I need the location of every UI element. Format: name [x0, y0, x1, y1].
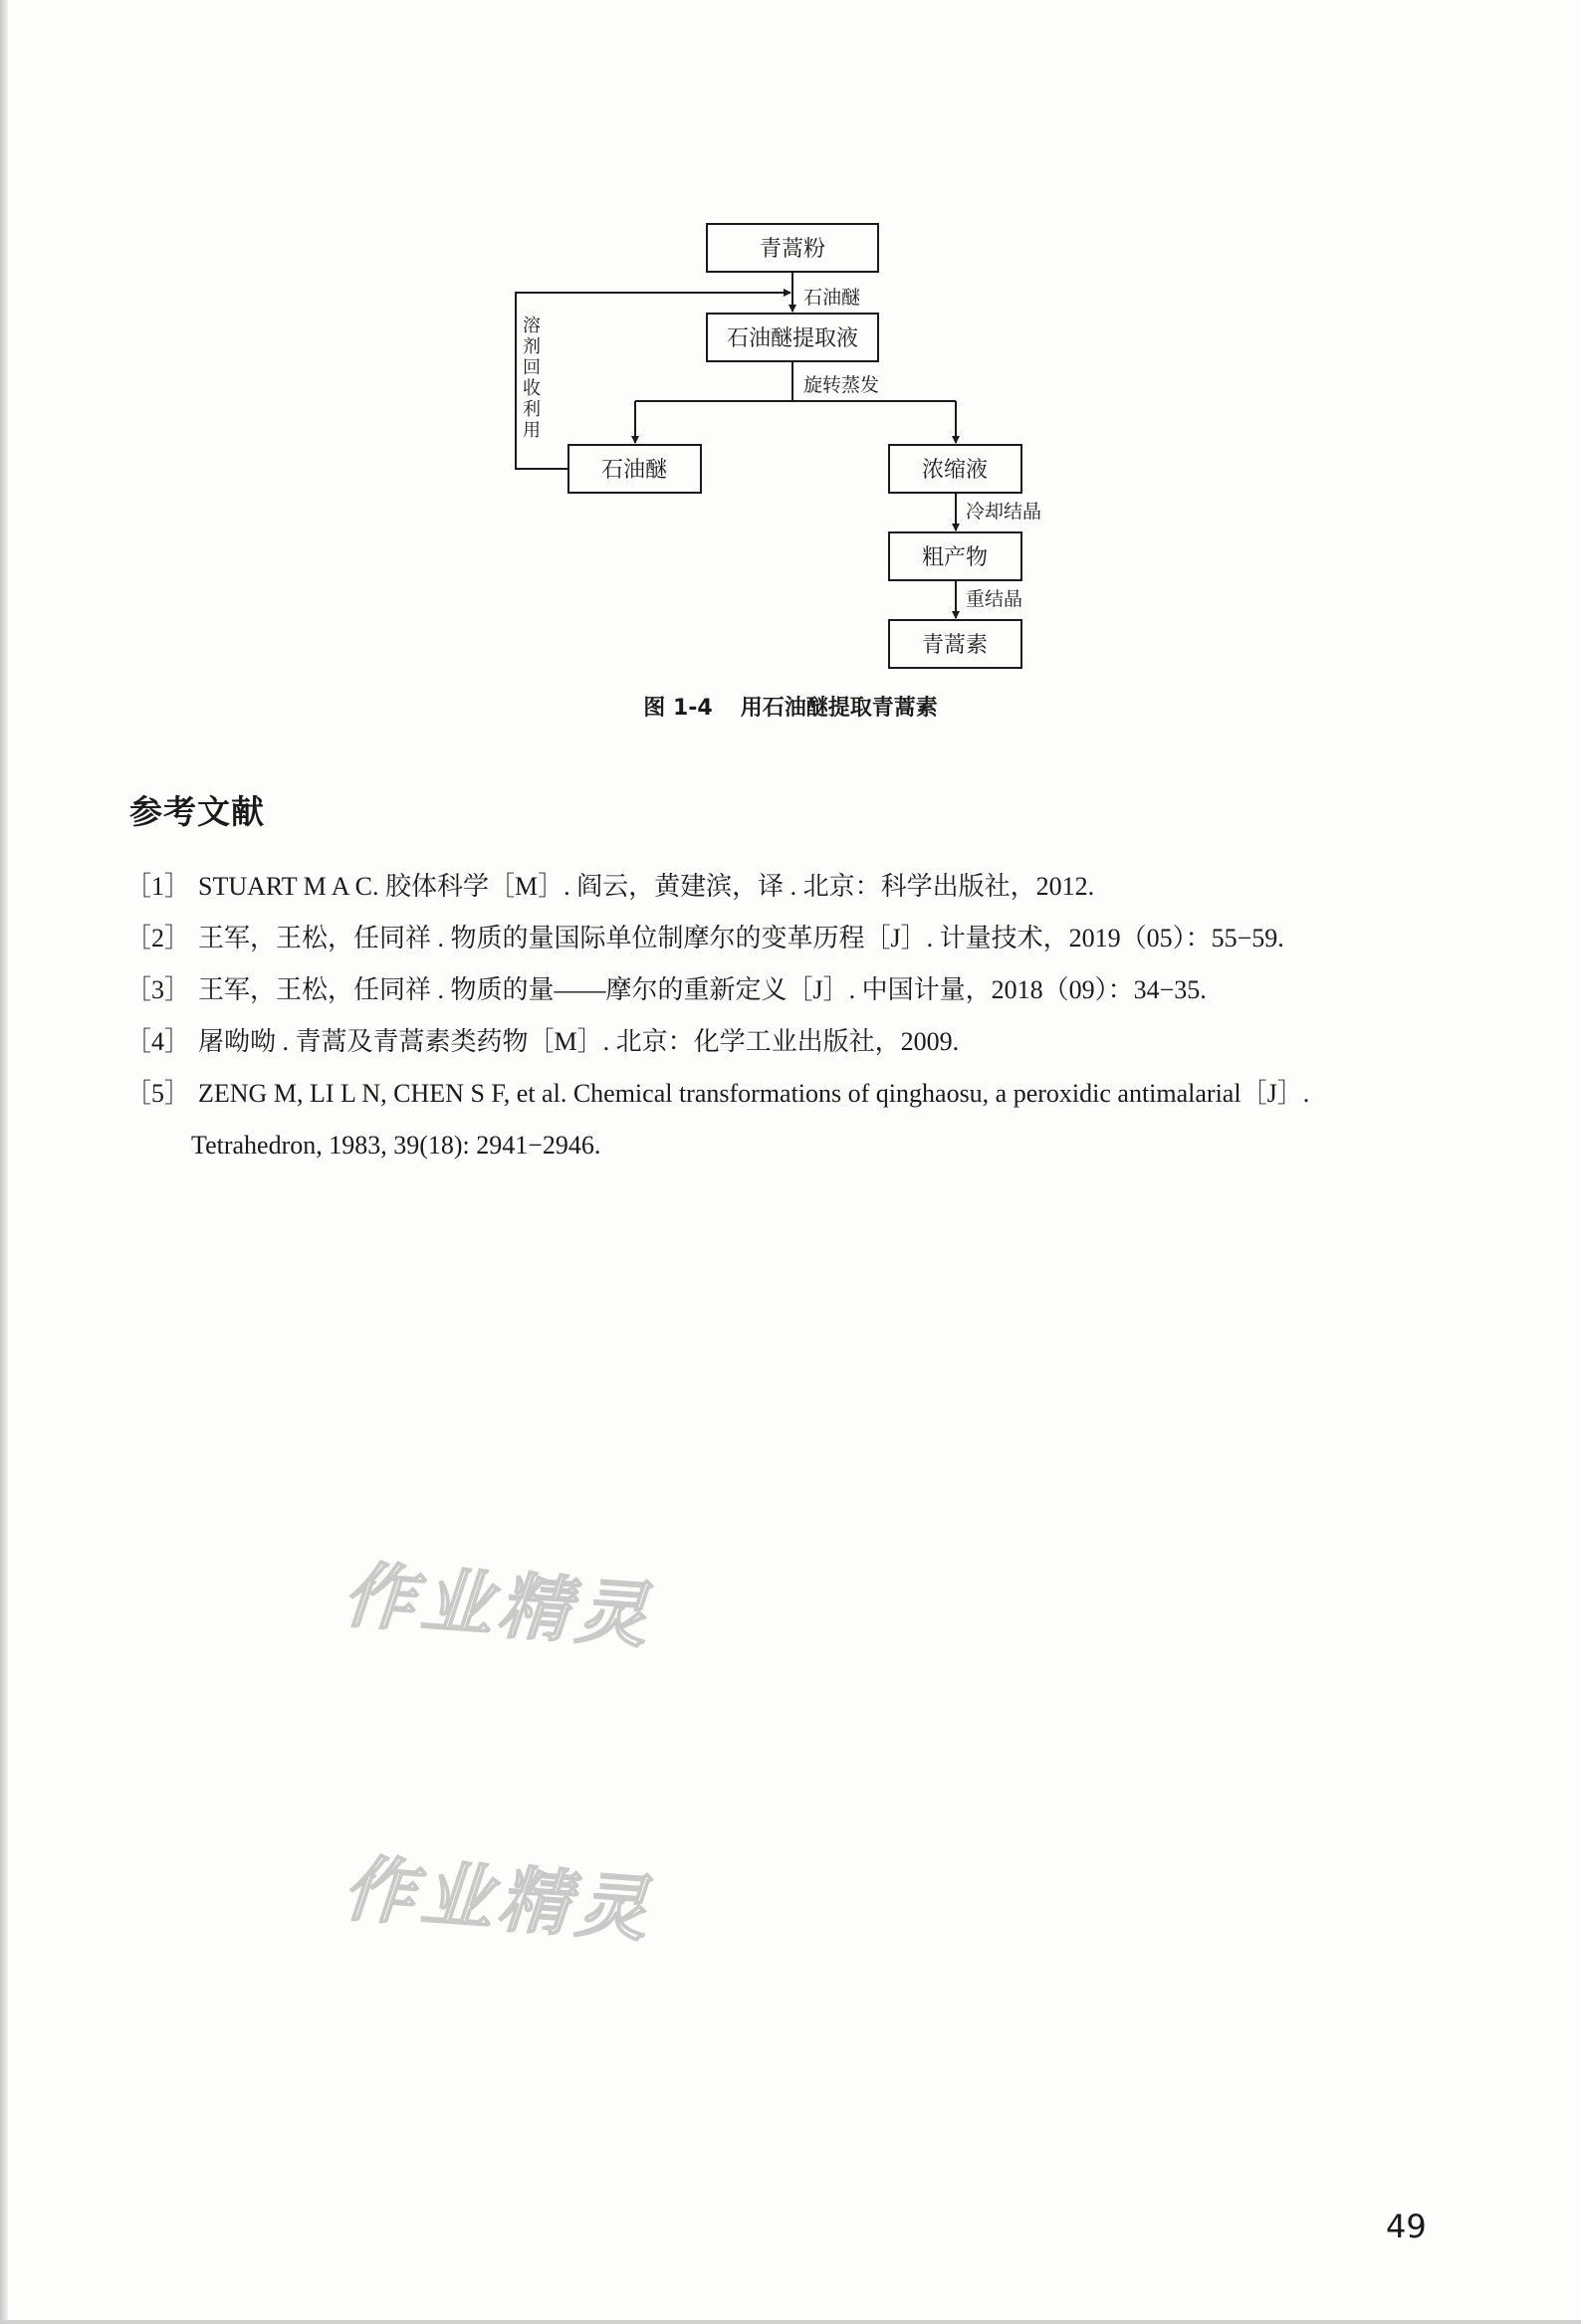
- figure-number: 图 1-4: [643, 696, 713, 721]
- side-char: 剂: [523, 336, 541, 357]
- reference-text: ZENG M, LI L N, CHEN S F, et al. Chemical transformations of qinghaosu, a peroxidic antimalarial［J］.: [198, 1079, 1310, 1108]
- reference-item: [125, 1068, 1460, 1120]
- node-crude: 粗产物: [921, 545, 989, 570]
- reference-item: [125, 861, 1460, 913]
- edge-label-rotary: 旋转蒸发: [803, 374, 880, 396]
- node-concentrate: 浓缩液: [921, 458, 989, 483]
- side-char: 溶: [523, 316, 541, 336]
- reference-list: [125, 861, 1460, 1171]
- node-extract: 石油醚提取液: [726, 326, 859, 351]
- side-char: 利: [523, 399, 541, 420]
- reference-text: STUART M A C. 胶体科学［M］. 阎云，黄建滨，译 . 北京：科学出版社，2012.: [198, 872, 1095, 901]
- references-heading: 参考文献: [129, 792, 265, 831]
- node-artemisinin: 青蒿素: [921, 633, 989, 658]
- page-edge-bottom: [0, 2320, 1581, 2324]
- edge-label-cooling: 冷却结晶: [966, 501, 1042, 523]
- edge-label-ether: 石油醚: [803, 287, 861, 309]
- side-char: 收: [523, 378, 541, 399]
- reference-item: [125, 964, 1460, 1016]
- node-ether: 石油醚: [600, 458, 668, 483]
- reference-item: [125, 1016, 1460, 1068]
- node-powder: 青蒿粉: [759, 237, 826, 262]
- page-edge: [0, 0, 8, 2324]
- reference-index: ［3］: [125, 975, 191, 1004]
- figure-caption: [0, 691, 1581, 722]
- reference-index: ［5］: [125, 1079, 191, 1108]
- reference-item-continuation: [125, 1120, 1460, 1171]
- reference-index: ［1］: [125, 872, 191, 901]
- watermark: 作业精灵: [340, 1845, 657, 1952]
- reference-item: [125, 913, 1460, 964]
- side-char: 回: [523, 357, 541, 378]
- reference-text: 王军，王松，任同祥 . 物质的量国际单位制摩尔的变革历程［J］. 计量技术，2019（05）：55−59.: [198, 924, 1284, 952]
- side-char: 用: [523, 420, 541, 441]
- flowchart: [498, 214, 1075, 682]
- reference-text: 屠呦呦 . 青蒿及青蒿素类药物［M］. 北京：化学工业出版社，2009.: [198, 1027, 960, 1056]
- reference-continuation: Tetrahedron, 1983, 39(18): 2941−2946.: [191, 1131, 601, 1160]
- edge-label-recryst: 重结晶: [966, 588, 1023, 610]
- reference-text: 王军，王松，任同祥 . 物质的量——摩尔的重新定义［J］. 中国计量，2018（09）：34−35.: [198, 975, 1207, 1004]
- figure-title: 用石油醚提取青蒿素: [740, 696, 938, 721]
- reference-index: ［2］: [125, 924, 191, 952]
- reference-index: ［4］: [125, 1027, 191, 1056]
- watermark: 作业精灵: [340, 1552, 657, 1658]
- page-number: 49: [1386, 2208, 1427, 2245]
